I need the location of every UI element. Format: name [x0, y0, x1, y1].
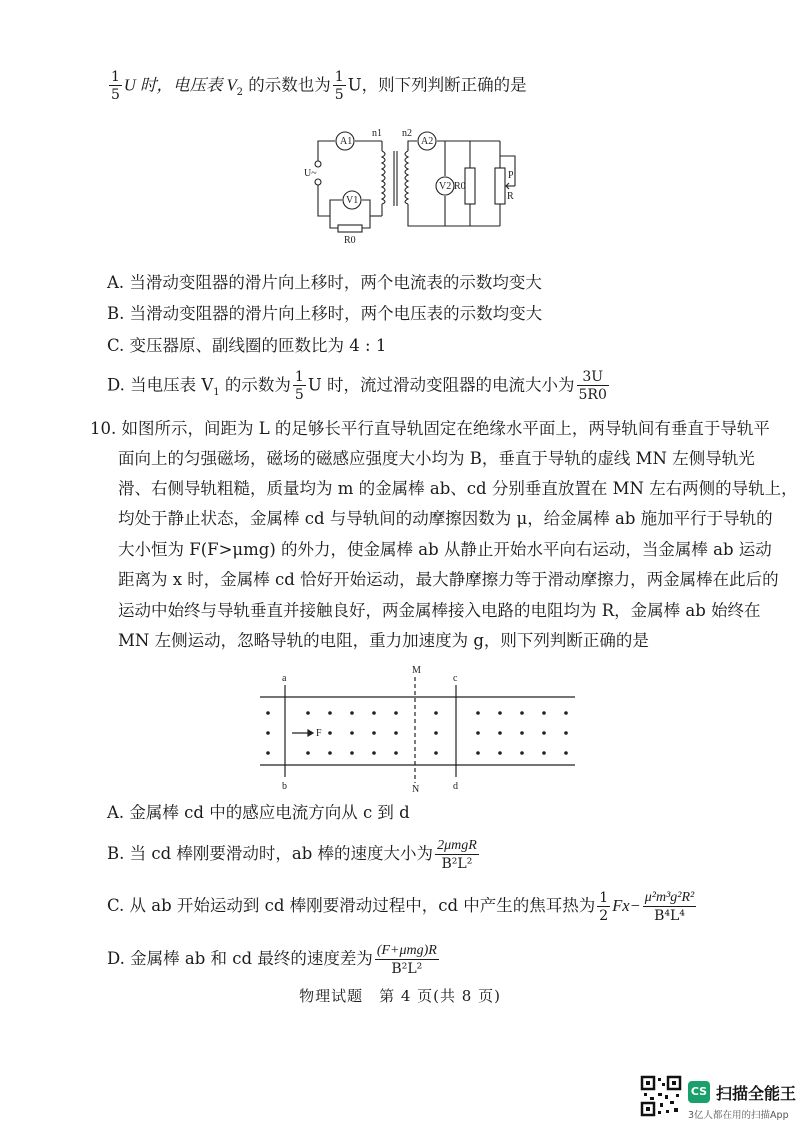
r-label: R: [507, 191, 514, 202]
m-label: M: [412, 665, 421, 676]
v1-label: V1: [346, 195, 359, 206]
n1-label: n1: [372, 128, 382, 139]
field-dot: [266, 711, 270, 715]
field-dot: [350, 711, 354, 715]
field-dot: [372, 751, 376, 755]
n-label: N: [412, 784, 420, 795]
camscanner-brand: 扫描全能王: [716, 1084, 797, 1103]
n2-label: n2: [402, 128, 412, 139]
q10-option-c: C. 从 ab 开始运动到 cd 棒刚要滑动过程中，cd 中产生的焦耳热为 $\frac{1}{2}$ Fx− $\frac{\text{μ²m³g²R²}}{\text{B⁴L⁴}}$: [107, 889, 695, 924]
field-dot: [564, 711, 568, 715]
page-footer: 物理试题 第 4 页(共 8 页): [299, 987, 501, 1005]
field-dot: [542, 731, 546, 735]
field-dot: [350, 731, 354, 735]
fraction-option-b: $\frac{\text{2μmgR}}{\text{B²L²}}$: [437, 838, 477, 872]
v2-label: V2: [439, 181, 452, 192]
field-dot: [498, 711, 502, 715]
fraction-option-c: $\frac{\text{μ²m³g²R²}}{\text{B⁴L⁴}}$: [644, 890, 695, 924]
q9-option-c: C. 变压器原、副线圈的匝数比为 4 : 1: [107, 336, 387, 355]
q10-line-4: 均处于静止状态，金属棒 cd 与导轨间的动摩擦因数为 μ，给金属棒 ab 施加平行于导轨的: [118, 509, 773, 528]
q10-option-b: B. 当 cd 棒刚要滑动时，ab 棒的速度大小为 $\frac{\text{2μmgR}}{\text{B²L²}}$: [107, 838, 477, 872]
p-label: P: [508, 170, 514, 181]
field-dot: [564, 751, 568, 755]
q9-option-d: D. 当电压表 $V_1$ 的示数为 $\frac{1}{5}$ U 时，流过滑动变阻器的电流大小为 $\frac{3U}{5R0}$: [107, 369, 607, 403]
field-dot: [434, 751, 438, 755]
field-dot: [372, 711, 376, 715]
qr-code-icon: [640, 1075, 682, 1117]
field-dot: [476, 751, 480, 755]
field-dot: [306, 711, 310, 715]
q10-line-7: 运动中始终与导轨垂直并接触良好，两金属棒接入电路的电阻均为 R，金属棒 ab 始终在: [118, 601, 761, 620]
field-dot: [542, 751, 546, 755]
r0-secondary-label: R0: [454, 181, 466, 192]
field-dot: [328, 731, 332, 735]
q10-line-8: MN 左侧运动，忽略导轨的电阻，重力加速度为 g，则下列判断正确的是: [118, 631, 649, 650]
f-label: F: [316, 728, 322, 739]
field-dot: [520, 711, 524, 715]
camscanner-tagline: 3亿人都在用的扫描App: [688, 1110, 789, 1121]
fraction-3u-5r0: $\frac{3U}{5R0}$: [578, 369, 607, 403]
d-label: d: [453, 781, 458, 792]
fraction-one-half: $\frac{1}{2}$: [599, 889, 609, 924]
fraction-one-fifth-2: $\frac{1}{5}$: [334, 69, 344, 103]
q10-option-a: A. 金属棒 cd 中的感应电流方向从 c 到 d: [107, 803, 410, 822]
camscanner-logo-icon: CS: [688, 1081, 710, 1103]
field-dot: [372, 731, 376, 735]
field-dot: [306, 751, 310, 755]
rails-magnetic-field-figure: [260, 665, 580, 795]
field-dot: [434, 731, 438, 735]
a1-label: A1: [340, 136, 353, 147]
q10-line-1: 10. 如图所示，间距为 L 的足够长平行直导轨固定在绝缘水平面上，两导轨间有垂直于导轨平: [90, 419, 770, 438]
field-dot: [266, 731, 270, 735]
field-dot: [476, 731, 480, 735]
field-dot: [394, 731, 398, 735]
fraction-option-d: $\frac{\text{(F+μmg)R}}{\text{B²L²}}$: [376, 943, 437, 977]
field-dot: [328, 751, 332, 755]
field-dot: [520, 751, 524, 755]
field-dot: [542, 711, 546, 715]
a2-label: A2: [421, 136, 434, 147]
q10-line-6: 距离为 x 时，金属棒 cd 恰好开始运动，最大静摩擦力等于滑动摩擦力，两金属棒在此后的: [118, 570, 779, 589]
q10-option-d: D. 金属棒 ab 和 cd 最终的速度差为 $\frac{\text{(F+μmg)R}}{\text{B²L²}}$: [107, 943, 437, 977]
field-dot: [476, 711, 480, 715]
b-label: b: [282, 781, 287, 792]
field-dot: [394, 751, 398, 755]
field-dot: [328, 711, 332, 715]
field-dot: [266, 751, 270, 755]
fraction-one-fifth: $\frac{1}{5}$: [111, 69, 120, 103]
field-dot: [498, 751, 502, 755]
q9-option-b: B. 当滑动变阻器的滑片向上移时，两个电压表的示数均变大: [107, 304, 543, 323]
q9-option-a: A. 当滑动变阻器的滑片向上移时，两个电流表的示数均变大: [107, 273, 542, 292]
field-dot: [434, 711, 438, 715]
field-dot: [564, 731, 568, 735]
field-dot: [498, 731, 502, 735]
q10-line-3: 滑、右侧导轨粗糙，质量均为 m 的金属棒 ab、cd 分别垂直放置在 MN 左右两侧的导轨上，: [118, 479, 798, 498]
q10-line-5: 大小恒为 F(F>μmg) 的外力，使金属棒 ab 从静止开始水平向右运动，当金属棒 ab 运动: [118, 540, 772, 559]
q9-intro-line: $\frac{1}{5}$ U 时，电压表 $V_2$ 的示数也为 $\frac{1}{5}$ U，则下列判断正确的是: [111, 69, 527, 103]
fraction-one-fifth-3: $\frac{1}{5}$: [294, 369, 304, 403]
a-label: a: [282, 673, 287, 684]
transformer-circuit-figure: [300, 126, 525, 246]
q10-line-2: 面向上的匀强磁场，磁场的磁感应强度大小均为 B，垂直于导轨的虚线 MN 左侧导轨光: [118, 449, 755, 468]
source-label: U~: [304, 168, 317, 179]
field-dot: [520, 731, 524, 735]
field-dot: [394, 711, 398, 715]
r0-primary-label: R0: [344, 235, 356, 246]
c-label: c: [453, 673, 458, 684]
field-dot: [350, 751, 354, 755]
